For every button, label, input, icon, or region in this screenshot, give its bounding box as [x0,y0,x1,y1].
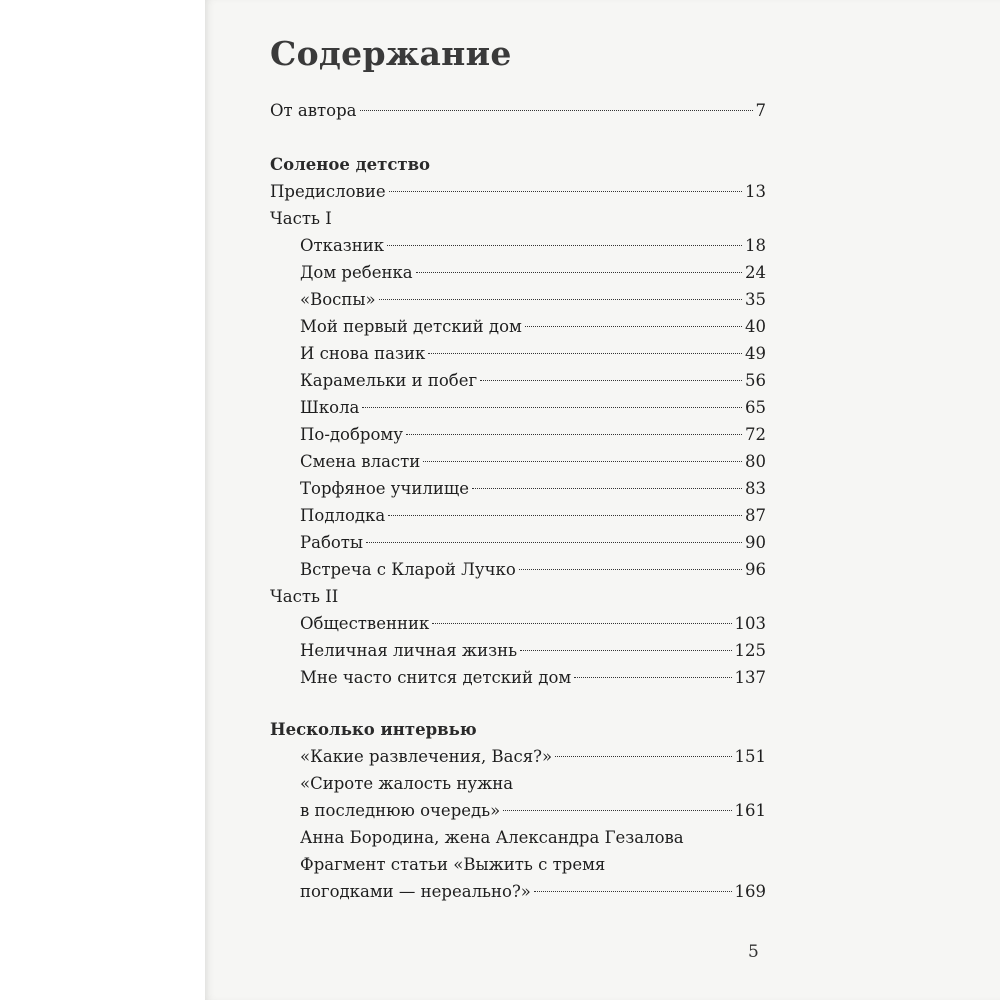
toc-entry-label: Дом ребенка [300,263,413,282]
dot-leader [472,488,742,489]
dot-leader [428,353,742,354]
toc-entry-label: От автора [270,101,357,120]
toc-entry-page: 151 [734,747,766,766]
toc-entry-label: Отказник [300,236,385,255]
toc-entry-page: 87 [745,506,766,525]
toc-entry-label: Анна Бородина, жена Александра Гезалова [300,828,684,847]
dot-leader [362,407,742,408]
dot-leader [519,569,742,570]
toc-entry [270,178,766,205]
dot-leader [360,110,753,111]
toc-entry-label: Неличная личная жизнь [300,641,518,660]
dot-leader [423,461,742,462]
toc-entry-label: И снова пазик [300,344,426,363]
toc-entry-label: Общественник [300,614,430,633]
toc-entry-page: 80 [745,452,766,471]
dot-leader [388,515,742,516]
toc-entry-label: в последнюю очередь» [300,801,501,820]
toc-entry-page: 137 [734,668,766,687]
part-heading [270,583,766,610]
dot-leader [387,245,742,246]
toc-entry [270,878,766,905]
section-heading: Соленое детство [270,155,431,174]
toc-entry-label: Карамельки и побег [300,371,478,390]
toc-entry-page: 13 [745,182,766,201]
toc-entry-page: 49 [745,344,766,363]
dot-leader [534,891,732,892]
toc-entry-page: 90 [745,533,766,552]
toc-entry [270,743,766,770]
toc-entry-label: По-доброму [300,425,403,444]
toc-entry-page: 169 [734,882,766,901]
toc-entry-page: 24 [745,263,766,282]
page-number: 5 [748,942,759,962]
toc-entry [270,610,766,637]
table-of-contents [270,97,766,905]
page-title: Содержание [270,34,512,73]
dot-leader [555,756,731,757]
toc-entry [270,664,766,691]
toc-entry-label: Встреча с Кларой Лучко [300,560,516,579]
dot-leader [379,299,742,300]
toc-entry-page: 7 [755,101,766,120]
toc-entry [270,502,766,529]
toc-entry-page: 125 [734,641,766,660]
toc-entry [270,232,766,259]
toc-entry-line [270,851,766,878]
toc-entry-label: погодками — нереально?» [300,882,531,901]
dot-leader [525,326,742,327]
toc-entry [270,448,766,475]
toc-entry-label: «Сироте жалость нужна [300,774,514,793]
toc-entry-label: «Какие развлечения, Вася?» [300,747,553,766]
toc-entry [270,394,766,421]
toc-entry-page: 161 [734,801,766,820]
toc-entry-page: 96 [745,560,766,579]
toc-entry [270,313,766,340]
dot-leader [503,810,731,811]
part-heading-label: Часть II [270,587,339,606]
dot-leader [480,380,742,381]
toc-entry [270,286,766,313]
toc-entry [270,797,766,824]
toc-entry-page: 40 [745,317,766,336]
dot-leader [416,272,742,273]
toc-entry-label: Мне часто снится детский дом [300,668,572,687]
toc-entry-page: 56 [745,371,766,390]
toc-entry-label: «Воспы» [300,290,376,309]
toc-entry [270,259,766,286]
toc-entry [270,475,766,502]
toc-entry [270,367,766,394]
dot-leader [366,542,742,543]
toc-entry [270,421,766,448]
toc-entry-line [270,824,766,851]
part-heading-label: Часть I [270,209,332,228]
toc-entry-page: 103 [734,614,766,633]
toc-entry-page: 83 [745,479,766,498]
toc-entry-line [270,770,766,797]
toc-entry-label: Работы [300,533,364,552]
dot-leader [520,650,731,651]
part-heading [270,205,766,232]
toc-entry-page: 18 [745,236,766,255]
toc-entry [270,340,766,367]
dot-leader [574,677,731,678]
toc-entry-label: Предисловие [270,182,386,201]
toc-entry [270,97,766,124]
toc-entry-label: Торфяное училище [300,479,469,498]
toc-entry [270,637,766,664]
toc-entry-page: 72 [745,425,766,444]
toc-entry-label: Смена власти [300,452,421,471]
toc-entry [270,556,766,583]
dot-leader [389,191,742,192]
toc-entry-label: Мой первый детский дом [300,317,522,336]
toc-entry-label: Фрагмент статьи «Выжить с тремя [300,855,606,874]
toc-entry-label: Подлодка [300,506,386,525]
dot-leader [406,434,742,435]
toc-entry-page: 35 [745,290,766,309]
toc-entry [270,529,766,556]
toc-entry-page: 65 [745,398,766,417]
dot-leader [432,623,731,624]
toc-entry-label: Школа [300,398,360,417]
section-heading: Несколько интервью [270,720,477,739]
